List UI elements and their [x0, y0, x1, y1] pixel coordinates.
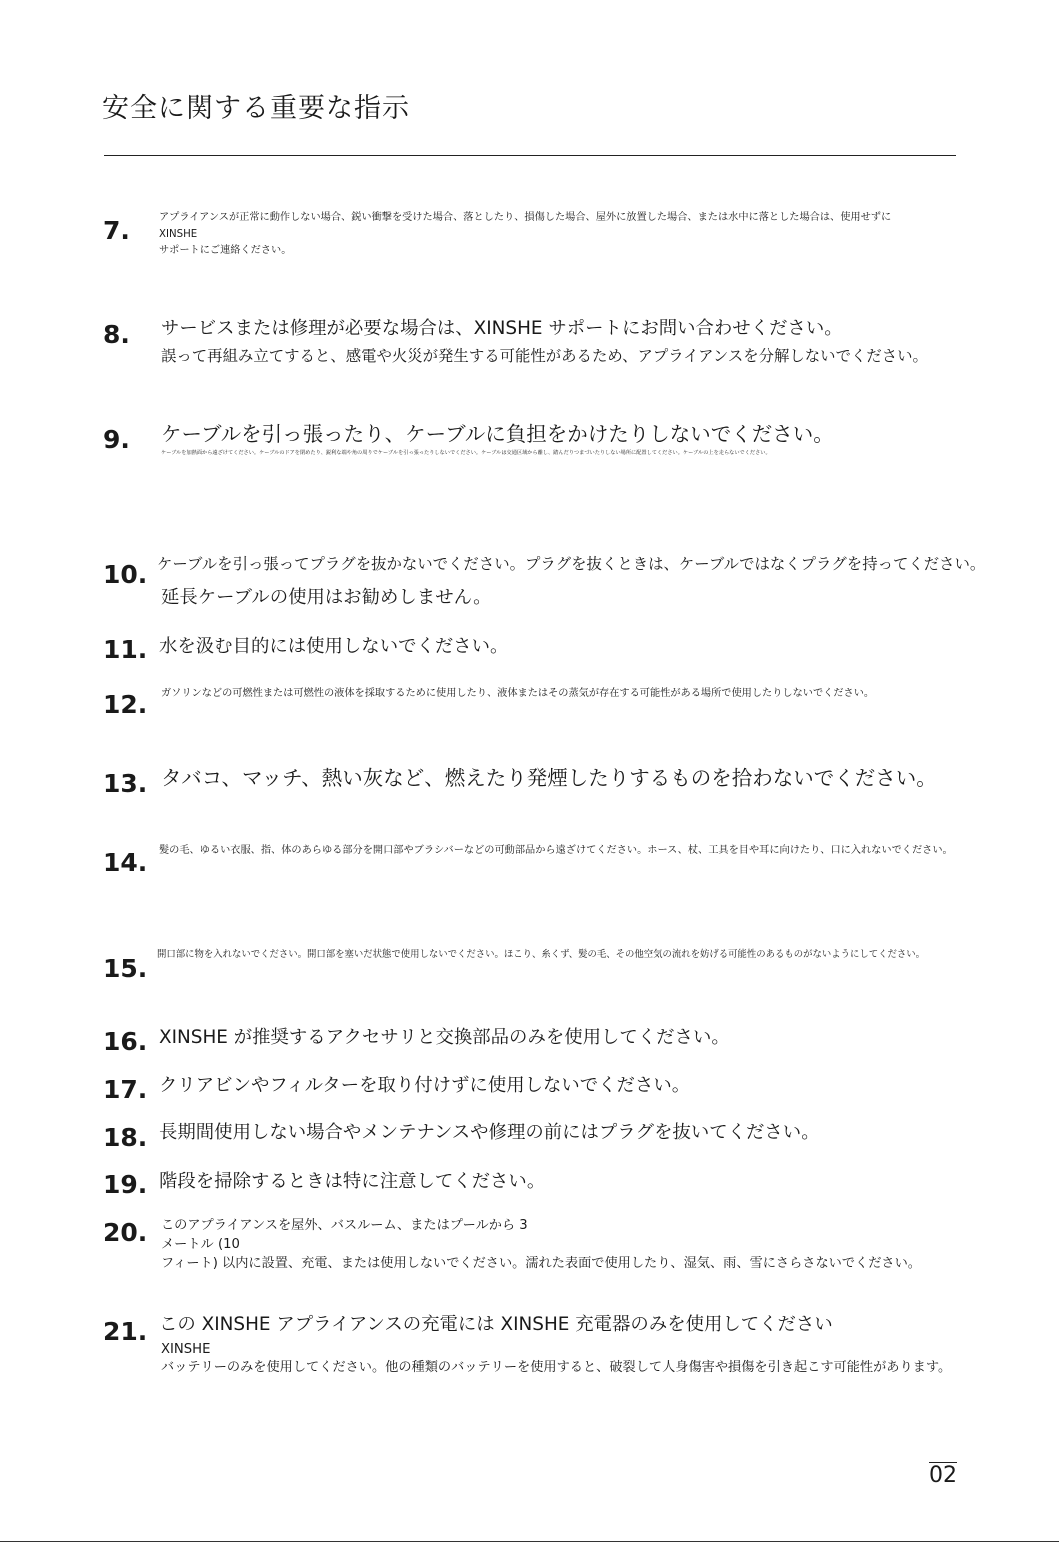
item-number-12: 12. — [103, 690, 148, 719]
item-21-line-1: この XINSHE アプライアンスの充電には XINSHE 充電器のみを使用してください — [159, 1314, 833, 1335]
item-number-18: 18. — [103, 1123, 148, 1152]
item-15-line-1: 開口部に物を入れないでください。開口部を塞いだ状態で使用しないでください。ほこり、糸くず、髪の毛、その他空気の流れを妨げる可能性のあるものがないようにしてください。 — [157, 949, 926, 960]
item-7-line-3: サポートにご連絡ください。 — [159, 245, 292, 256]
title-divider — [104, 155, 956, 156]
item-number-11: 11. — [103, 635, 148, 664]
item-number-20: 20. — [103, 1218, 148, 1247]
item-20-line-1: このアプライアンスを屋外、バスルーム、またはプールから 3 — [161, 1218, 528, 1233]
item-16-line-1: XINSHE が推奨するアクセサリと交換部品のみを使用してください。 — [159, 1027, 730, 1048]
item-18-line-1: 長期間使用しない場合やメンテナンスや修理の前にはプラグを抜いてください。 — [159, 1122, 820, 1143]
item-number-10: 10. — [103, 560, 148, 589]
item-number-17: 17. — [103, 1075, 148, 1104]
item-13-line-1: タバコ、マッチ、熱い灰など、燃えたり発煙したりするものを拾わないでください。 — [161, 766, 937, 790]
item-19-line-1: 階段を掃除するときは特に注意してください。 — [159, 1171, 546, 1192]
item-10-line-2: 延長ケーブルの使用はお勧めしません。 — [161, 587, 492, 608]
item-20-line-3: フィート) 以内に設置、充電、または使用しないでください。濡れた表面で使用したり、湿気、雨、雪にさらさないでください。 — [161, 1256, 921, 1271]
item-14-line-1: 髪の毛、ゆるい衣服、指、体のあらゆる部分を開口部やブラシバーなどの可動部品から遠ざけてください。ホース、杖、工具を目や耳に向けたり、口に入れないでください。 — [159, 845, 953, 856]
item-number-19: 19. — [103, 1170, 148, 1199]
item-number-8: 8. — [103, 320, 130, 349]
item-number-15: 15. — [103, 954, 148, 983]
item-21-line-2: XINSHE — [161, 1342, 211, 1357]
item-20-line-2: メートル (10 — [161, 1237, 240, 1252]
bottom-divider — [0, 1541, 1059, 1542]
item-number-7: 7. — [103, 216, 130, 245]
item-number-21: 21. — [103, 1317, 148, 1346]
item-7-line-1: アプライアンスが正常に動作しない場合、鋭い衝撃を受けた場合、落としたり、損傷した場合、屋外に放置した場合、または水中に落とした場合は、使用せずに — [159, 212, 892, 223]
item-number-14: 14. — [103, 848, 148, 877]
item-number-13: 13. — [103, 769, 148, 798]
item-8-line-2: 誤って再組み立てすると、感電や火災が発生する可能性があるため、アプライアンスを分解しないでください。 — [161, 347, 928, 365]
item-11-line-1: 水を汲む目的には使用しないでください。 — [159, 636, 509, 657]
item-9-line-1: ケーブルを引っ張ったり、ケーブルに負担をかけたりしないでください。 — [161, 422, 834, 446]
page-title: 安全に関する重要な指示 — [102, 93, 410, 124]
item-12-line-1: ガソリンなどの可燃性または可燃性の液体を採取するために使用したり、液体またはその蒸気が存在する可能性がある場所で使用したりしないでください。 — [161, 688, 875, 699]
item-10-line-1: ケーブルを引っ張ってプラグを抜かないでください。プラグを抜くときは、ケーブルではなくプラグを持ってください。 — [157, 555, 986, 573]
item-7-line-2: XINSHE — [159, 229, 198, 240]
item-17-line-1: クリアビンやフィルターを取り付けずに使用しないでください。 — [159, 1075, 691, 1096]
item-21-line-3: バッテリーのみを使用してください。他の種類のバッテリーを使用すると、破裂して人身傷害や損傷を引き起こす可能性があります。 — [161, 1360, 952, 1375]
page-number: 02 — [929, 1463, 957, 1488]
item-number-9: 9. — [103, 425, 130, 454]
item-9-line-2: ケーブルを加熱面から遠ざけてください。ケーブルのドアを閉めたり、鋭利な端や角の周りでケーブルを引っ張ったりしないでください。ケーブルは交通区域から離し、踏んだりつまづいたりしない場所に配置してください。ケーブルの上を走らないでください。 — [161, 450, 771, 456]
item-number-16: 16. — [103, 1027, 148, 1056]
item-8-line-1: サービスまたは修理が必要な場合は、XINSHE サポートにお問い合わせください。 — [161, 318, 843, 339]
